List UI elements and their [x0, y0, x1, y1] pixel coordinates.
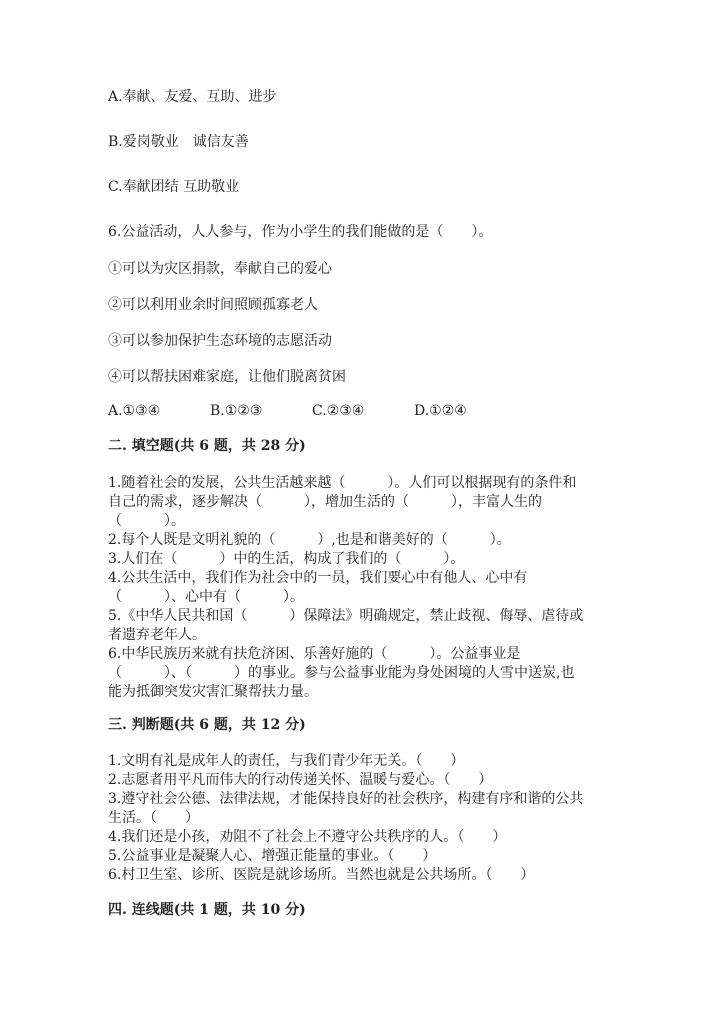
q6-statement-4: ④可以帮扶困难家庭，让他们脱离贫困 [108, 369, 346, 385]
judgment-line: 6.村卫生室、诊所、医院是就诊场所。当然也就是公共场所。（ ） [108, 867, 535, 883]
fill-blank-line: 者遗弃老年人。 [108, 627, 206, 643]
q6-stem: 6.公益活动，人人参与，作为小学生的我们能做的是（ ）。 [108, 224, 493, 240]
fill-blank-line: 能为抵御突发灾害汇聚帮扶力量。 [108, 684, 318, 700]
fill-blank-line: 1.随着社会的发展，公共生活越来越（ ）。人们可以根据现有的条件和 [108, 475, 577, 491]
q5-option-a: A.奉献、友爱、互助、进步 [108, 89, 277, 105]
fill-blank-line: 自己的需求，逐步解决（ ），增加生活的（ ），丰富人生的 [108, 494, 542, 510]
q6-statement-2: ②可以利用业余时间照顾孤寡老人 [108, 297, 318, 313]
q6-choice-a: A.①③④ [108, 403, 161, 419]
q5-option-c: C.奉献团结 互助敬业 [108, 179, 240, 195]
fill-blank-line: 6.中华民族历来就有扶危济困、乐善好施的（ ）。公益事业是 [108, 646, 521, 662]
judgment-line: 2.志愿者用平凡而伟大的行动传递关怀、温暖与爱心。（ ） [108, 772, 493, 788]
q6-choice-d: D.①②④ [414, 403, 467, 419]
section-matching-title: 四. 连线题(共 1 题，共 10 分) [108, 902, 306, 918]
fill-blank-line: 2.每个人既是文明礼貌的（ ）,也是和谐美好的（ ）。 [108, 532, 511, 548]
fill-blank-line: 5.《中华人民共和国（ ）保障法》明确规定，禁止歧视、侮辱、虐待或 [108, 608, 584, 624]
q6-choice-b: B.①②③ [210, 403, 263, 419]
judgment-line: 4.我们还是小孩，劝阻不了社会上不遵守公共秩序的人。（ ） [108, 829, 507, 845]
q5-option-b: B.爱岗敬业 诚信友善 [108, 134, 249, 150]
q6-statement-3: ③可以参加保护生态环境的志愿活动 [108, 333, 332, 349]
judgment-line: 3.遵守社会公德、法律法规，才能保持良好的社会秩序，构建有序和谐的公共 [108, 791, 584, 807]
q6-statement-1: ①可以为灾区捐款，奉献自己的爱心 [108, 261, 332, 277]
fill-blank-line: 4.公共生活中，我们作为社会中的一员，我们要心中有他人、心中有 [108, 570, 528, 586]
fill-blank-line: （ ）。 [108, 513, 185, 529]
fill-blank-line: （ ）、心中有（ ）。 [108, 589, 304, 605]
fill-blank-line: （ ）、（ ）的事业。参与公益事业能为身处困境的人雪中送炭,也 [108, 665, 575, 681]
judgment-line: 生活。（ ） [108, 810, 199, 826]
judgment-line: 5.公益事业是凝聚人心、增强正能量的事业。（ ） [108, 848, 437, 864]
q6-choice-c: C.②③④ [312, 403, 365, 419]
section-judgment-title: 三. 判断题(共 6 题，共 12 分) [108, 717, 306, 733]
judgment-line: 1.文明有礼是成年人的责任，与我们青少年无关。（ ） [108, 753, 465, 769]
section-fill-blank-title: 二. 填空题(共 6 题，共 28 分) [108, 438, 306, 454]
fill-blank-line: 3.人们在（ ）中的生活，构成了我们的（ ）。 [108, 551, 465, 567]
